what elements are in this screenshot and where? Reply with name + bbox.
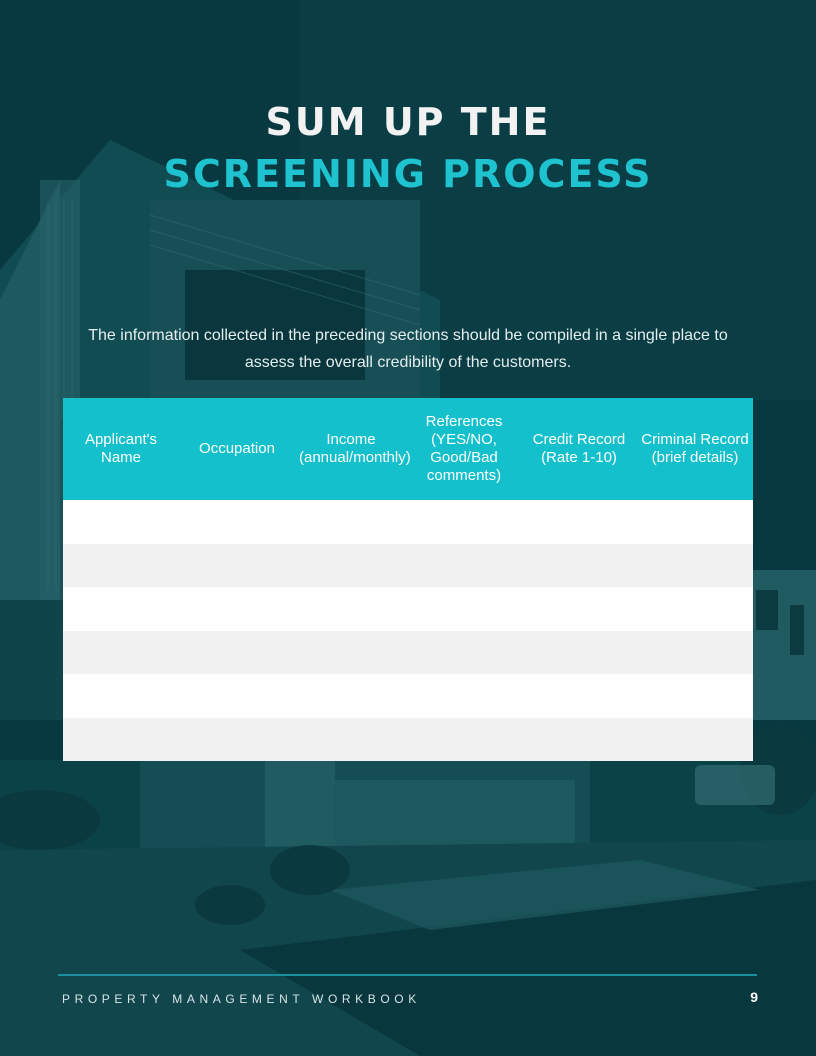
table-cell[interactable] bbox=[63, 718, 179, 762]
table-cell[interactable] bbox=[179, 631, 295, 675]
header-occupation: Occupation bbox=[199, 440, 275, 457]
page-title-line-1: SUM UP THE bbox=[265, 100, 551, 144]
table-cell[interactable] bbox=[63, 544, 179, 588]
table-row bbox=[63, 544, 753, 588]
footer-workbook-title: PROPERTY MANAGEMENT WORKBOOK bbox=[62, 992, 421, 1006]
header-income: Income (annual/monthly) bbox=[299, 431, 411, 466]
table-cell[interactable] bbox=[63, 631, 179, 675]
table-cell[interactable] bbox=[407, 544, 521, 588]
table-cell[interactable] bbox=[521, 674, 637, 718]
page-title-line-2: SCREENING PROCESS bbox=[163, 152, 653, 196]
table-cell[interactable] bbox=[179, 674, 295, 718]
table-row bbox=[63, 500, 753, 544]
table-cell[interactable] bbox=[295, 500, 407, 544]
table-cell[interactable] bbox=[521, 718, 637, 762]
table-cell[interactable] bbox=[295, 674, 407, 718]
intro-paragraph: The information collected in the preceding sections should be compiled in a single place to assess the overall credibility of the customers. bbox=[88, 327, 728, 371]
table-cell[interactable] bbox=[295, 544, 407, 588]
table-header-row bbox=[63, 398, 753, 500]
table-row bbox=[63, 587, 753, 631]
table-cell[interactable] bbox=[179, 587, 295, 631]
table-cell[interactable] bbox=[407, 674, 521, 718]
table-cell[interactable] bbox=[63, 500, 179, 544]
table-cell[interactable] bbox=[521, 500, 637, 544]
table-row bbox=[63, 674, 753, 718]
table-cell[interactable] bbox=[637, 631, 753, 675]
table-cell[interactable] bbox=[521, 631, 637, 675]
table-cell[interactable] bbox=[637, 587, 753, 631]
table-row bbox=[63, 631, 753, 675]
table-cell[interactable] bbox=[407, 718, 521, 762]
header-references: References (YES/NO, Good/Bad comments) bbox=[425, 413, 503, 484]
header-credit-record: Credit Record (Rate 1-10) bbox=[532, 431, 626, 466]
header-criminal-record: Criminal Record (brief details) bbox=[641, 431, 749, 466]
table-cell[interactable] bbox=[637, 500, 753, 544]
header-applicant-name: Applicant's Name bbox=[84, 431, 158, 466]
table-cell[interactable] bbox=[521, 544, 637, 588]
table-cell[interactable] bbox=[63, 587, 179, 631]
table-cell[interactable] bbox=[295, 631, 407, 675]
table-cell[interactable] bbox=[407, 631, 521, 675]
page-number: 9 bbox=[750, 989, 758, 1005]
table-cell[interactable] bbox=[63, 674, 179, 718]
table-cell[interactable] bbox=[637, 544, 753, 588]
table-cell[interactable] bbox=[407, 500, 521, 544]
table-cell[interactable] bbox=[637, 718, 753, 762]
table-cell[interactable] bbox=[637, 674, 753, 718]
table-cell[interactable] bbox=[295, 587, 407, 631]
table-cell[interactable] bbox=[295, 718, 407, 762]
table-cell[interactable] bbox=[521, 587, 637, 631]
table-row bbox=[63, 718, 753, 762]
screening-summary-table bbox=[63, 398, 753, 761]
footer-divider bbox=[58, 974, 757, 976]
table-cell[interactable] bbox=[179, 500, 295, 544]
table-cell[interactable] bbox=[179, 544, 295, 588]
table-cell[interactable] bbox=[179, 718, 295, 762]
table-cell[interactable] bbox=[407, 587, 521, 631]
